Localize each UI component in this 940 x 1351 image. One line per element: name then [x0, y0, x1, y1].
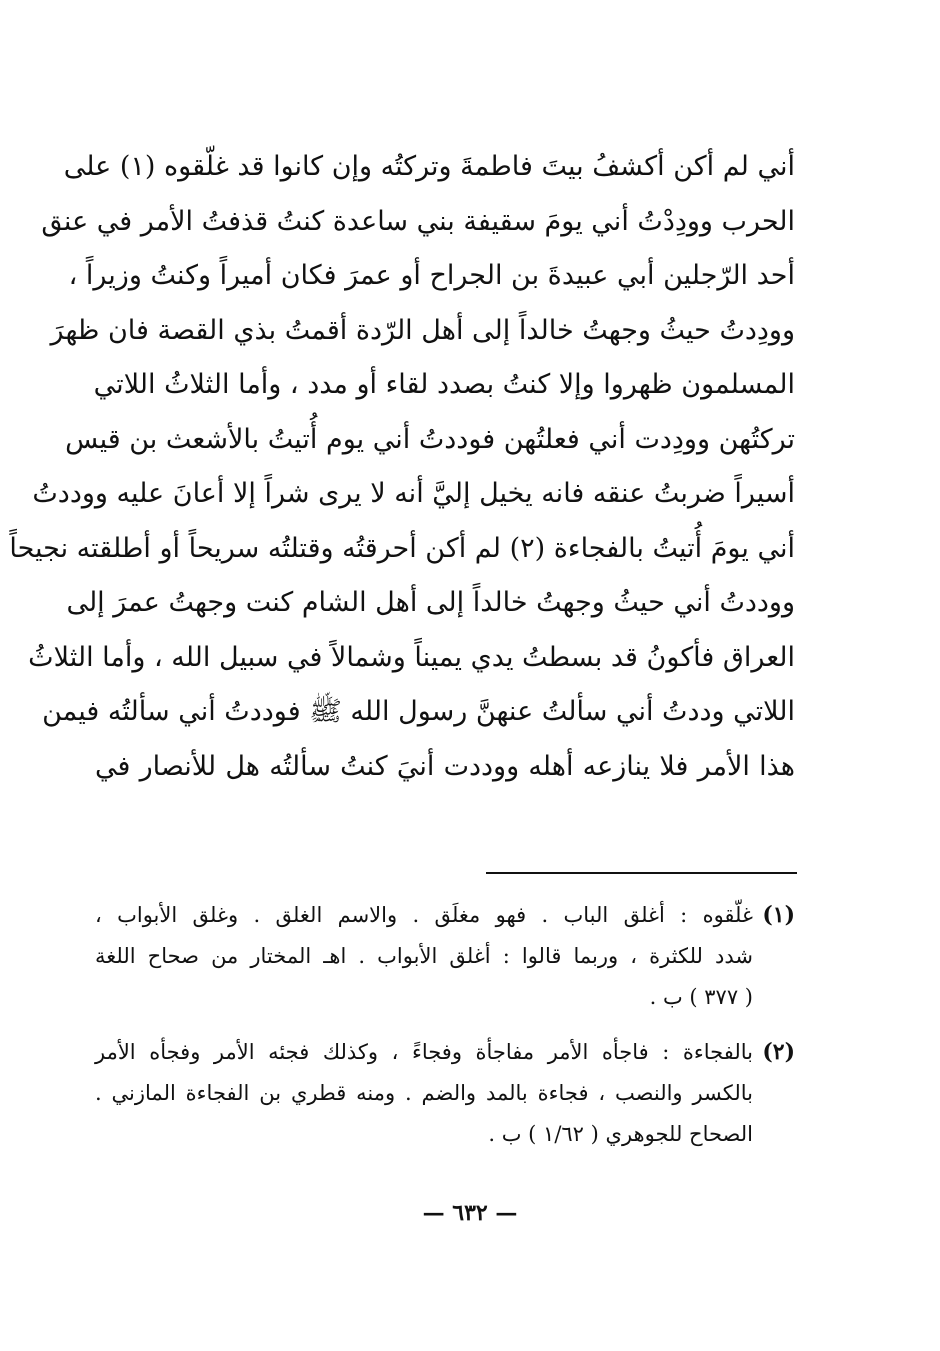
- text-line: أسيراً ضربتُ عنقه فانه يخيل إليَّ أنه لا يرى شراً إلا أعانَ عليه ووددتُ: [32, 478, 795, 509]
- text-line: ووددتُ أني حيثُ وجهتُ خالداً إلى أهل الشام كنت وجهتُ عمرَ إلى: [66, 587, 795, 618]
- footnote-line: غلّقوه : أغلق الباب . فهو مغلَق . والاسم الغلق . وغلق الأبواب ،: [95, 903, 753, 927]
- footnote-number: (٢): [762, 1039, 795, 1065]
- footnote-line: ( ٣٧٧ ) ب .: [649, 985, 753, 1009]
- text-line: تركتُهن وودِدت أني فعلتُهن فوددتُ أني يوم أُتيتُ بالأشعث بن قيس: [65, 423, 795, 455]
- page-number: — ٦٣٢ —: [422, 1200, 518, 1226]
- footnotes: [95, 895, 795, 1169]
- footnote-line: بالفجاءة : فاجأه الأمر مفاجأة وفجاءً ، وكذلك فجئه الأمر وفجأه الأمر: [95, 1040, 753, 1064]
- text-line: المسلمون ظهروا وإلا كنتُ بصدد لقاء أو مدد ، وأما الثلاثُ اللاتي: [93, 369, 795, 400]
- footnote-body: [95, 1032, 753, 1155]
- text-line: هذا الأمر فلا ينازعه أهله ووددت أنيَ كنتُ سألتُه هل للأنصار في: [95, 750, 795, 782]
- footnote-separator: [486, 872, 797, 874]
- footnote-2: [95, 1032, 795, 1155]
- text-line: أني لم أكن أكشفُ بيتَ فاطمةَ وتركتُه وإن كانوا قد غلّقوه (١) على: [63, 151, 795, 182]
- text-line: اللاتي وددتُ أني سألتُ عنهنَّ رسول الله ﷺ فوددتُ أني سألتُه فيمن: [42, 696, 795, 727]
- footnote-line: الصحاح للجوهري ( ١/٦٢ ) ب .: [488, 1122, 753, 1146]
- footnote-1: [95, 895, 795, 1018]
- text-line: العراق فأكونُ قد بسطتُ يدي يميناً وشمالاً في سبيل الله ، وأما الثلاثُ: [28, 641, 795, 673]
- footnote-line: شدد للكثرة ، وربما قالوا : أغلق الأبواب . اهـ المختار من صحاح اللغة: [95, 944, 753, 968]
- footnote-body: [95, 895, 753, 1018]
- footnote-line: بالكسر والنصب ، فجاءة بالمد والضم . ومنه قطري بن الفجاءة المازني .: [95, 1081, 753, 1105]
- text-line: الحرب وودِدْتُ أني يومَ سقيفة بني ساعدة كنتُ قذفتُ الأمر في عنق: [41, 205, 795, 237]
- footnote-number: (١): [762, 902, 795, 928]
- text-line: أني يومَ أُتيتُ بالفجاءة (٢) لم أكن أحرقتُه وقتلتُه سريحاً أو أطلقته نجيحاً: [9, 532, 795, 564]
- text-line: وودِدتُ حيثُ وجهتُ خالداً إلى أهل الرّدة أقمتُ بذي القصة فان ظهرَ: [50, 314, 795, 346]
- text-line: أحد الرّجلين أبي عبيدةَ بن الجراح أو عمرَ فكان أميراً وكنتُ وزيراً ،: [68, 260, 795, 291]
- main-text: [9, 140, 795, 794]
